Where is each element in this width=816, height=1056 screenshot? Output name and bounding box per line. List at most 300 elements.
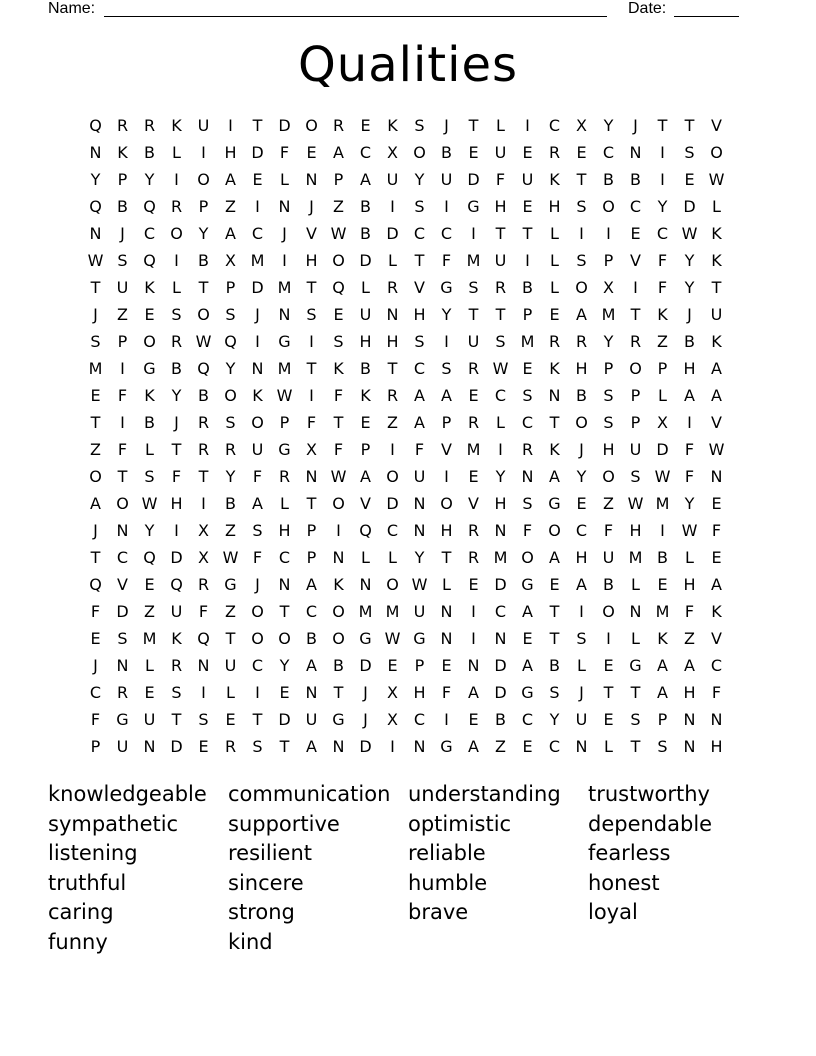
grid-letter: P (117, 332, 128, 351)
grid-letter: J (255, 305, 260, 324)
grid-letter: E (603, 710, 614, 729)
grid-letter: X (198, 548, 209, 567)
grid-letter: S (306, 305, 317, 324)
grid-letter: L (361, 548, 370, 567)
grid-letter: I (282, 251, 287, 270)
grid-letter: Y (144, 170, 155, 189)
grid-letter: M (88, 359, 103, 378)
grid-letter: I (633, 278, 638, 297)
grid-letter: Q (143, 197, 156, 216)
grid-letter: L (226, 683, 235, 702)
grid-row (82, 382, 752, 409)
grid-letter: B (198, 386, 209, 405)
grid-letter: S (468, 278, 479, 297)
grid-letter: P (603, 251, 614, 270)
grid-letter: S (414, 332, 425, 351)
grid-letter: F (252, 467, 263, 486)
grid-row (82, 679, 752, 706)
word-list-item: brave (408, 900, 469, 925)
grid-letter: O (116, 494, 129, 513)
grid-letter: F (522, 521, 533, 540)
grid-letter: U (494, 251, 507, 270)
grid-letter: I (606, 224, 611, 243)
word-list-item: communication (228, 782, 391, 806)
grid-letter: C (359, 143, 372, 162)
grid-letter: Y (549, 710, 560, 729)
grid-letter: S (252, 521, 263, 540)
grid-letter: U (359, 305, 372, 324)
grid-letter: E (90, 386, 101, 405)
grid-letter: S (171, 683, 182, 702)
grid-letter: F (684, 467, 695, 486)
grid-letter: C (143, 224, 156, 243)
grid-letter: I (336, 521, 341, 540)
grid-letter: B (144, 143, 155, 162)
grid-letter: E (468, 575, 479, 594)
grid-letter: O (251, 602, 264, 621)
grid-row (82, 112, 752, 139)
grid-letter: T (387, 359, 398, 378)
grid-letter: S (630, 710, 641, 729)
grid-letter: O (197, 305, 210, 324)
grid-letter: U (521, 170, 534, 189)
grid-letter: N (683, 737, 696, 756)
grid-letter: H (602, 440, 615, 459)
grid-letter: F (684, 602, 695, 621)
grid-letter: E (576, 494, 587, 513)
grid-letter: R (197, 575, 210, 594)
grid-letter: U (440, 170, 453, 189)
grid-letter: E (333, 305, 344, 324)
grid-letter: T (306, 494, 317, 513)
grid-letter: N (494, 521, 507, 540)
grid-letter: I (255, 197, 260, 216)
grid-letter: D (494, 575, 507, 594)
grid-letter: A (306, 656, 317, 675)
grid-letter: O (89, 467, 102, 486)
grid-letter: F (684, 440, 695, 459)
grid-letter: M (466, 251, 481, 270)
grid-letter: V (711, 629, 722, 648)
grid-letter: J (687, 305, 692, 324)
grid-letter: F (117, 440, 128, 459)
grid-letter: U (305, 710, 318, 729)
grid-letter: B (117, 197, 128, 216)
grid-letter: Y (414, 548, 425, 567)
grid-letter: L (604, 737, 613, 756)
grid-letter: N (413, 494, 426, 513)
grid-letter: O (332, 602, 345, 621)
word-list-item: truthful (48, 870, 127, 895)
grid-letter: E (252, 170, 263, 189)
grid-letter: Z (225, 602, 236, 621)
grid-letter: B (198, 251, 209, 270)
grid-letter: H (710, 737, 723, 756)
grid-letter: N (116, 656, 129, 675)
grid-row (82, 220, 752, 247)
grid-letter: P (657, 359, 668, 378)
grid-letter: T (306, 359, 317, 378)
grid-letter: H (548, 197, 561, 216)
grid-letter: N (89, 224, 102, 243)
grid-letter: A (468, 683, 479, 702)
grid-letter: J (363, 710, 368, 729)
grid-letter: F (333, 440, 344, 459)
grid-letter: C (494, 386, 507, 405)
grid-letter: Y (225, 359, 236, 378)
grid-letter: G (629, 656, 642, 675)
grid-letter: W (330, 467, 347, 486)
grid-letter: F (603, 521, 614, 540)
grid-letter: Z (225, 197, 236, 216)
grid-letter: K (711, 224, 722, 243)
grid-letter: N (251, 359, 264, 378)
grid-letter: P (630, 386, 641, 405)
grid-letter: L (550, 224, 559, 243)
grid-letter: W (681, 224, 698, 243)
grid-letter: B (144, 413, 155, 432)
grid-row (82, 274, 752, 301)
grid-letter: T (630, 737, 641, 756)
grid-letter: N (629, 602, 642, 621)
grid-letter: N (278, 575, 291, 594)
grid-letter: P (117, 170, 128, 189)
grid-letter: W (330, 224, 347, 243)
grid-letter: F (171, 467, 182, 486)
letter-grid (82, 112, 752, 760)
grid-letter: B (171, 359, 182, 378)
grid-letter: I (498, 440, 503, 459)
grid-letter: O (332, 629, 345, 648)
grid-letter: T (279, 602, 290, 621)
grid-letter: O (602, 467, 615, 486)
grid-letter: C (521, 413, 534, 432)
grid-letter: M (655, 602, 670, 621)
grid-letter: C (629, 197, 642, 216)
grid-letter: T (711, 278, 722, 297)
grid-letter: R (494, 278, 507, 297)
grid-letter: D (251, 143, 264, 162)
grid-letter: R (116, 116, 129, 135)
grid-letter: P (198, 197, 209, 216)
grid-letter: K (387, 116, 398, 135)
grid-letter: Q (197, 359, 210, 378)
grid-row (82, 490, 752, 517)
grid-letter: D (278, 710, 291, 729)
grid-letter: E (144, 683, 155, 702)
grid-letter: U (602, 548, 615, 567)
grid-letter: A (468, 737, 479, 756)
grid-letter: I (120, 413, 125, 432)
grid-row (82, 598, 752, 625)
grid-letter: R (467, 359, 480, 378)
word-list-item: understanding (408, 782, 561, 806)
grid-letter: C (413, 710, 426, 729)
grid-letter: T (198, 467, 209, 486)
grid-letter: L (280, 494, 289, 513)
grid-letter: E (522, 737, 533, 756)
grid-letter: S (684, 143, 695, 162)
grid-letter: S (144, 467, 155, 486)
grid-letter: T (333, 683, 344, 702)
grid-letter: N (332, 548, 345, 567)
grid-letter: N (548, 386, 561, 405)
grid-letter: H (683, 575, 696, 594)
grid-letter: T (198, 278, 209, 297)
grid-letter: A (711, 575, 722, 594)
grid-letter: F (90, 710, 101, 729)
grid-letter: J (579, 440, 584, 459)
grid-letter: E (387, 656, 398, 675)
grid-letter: D (359, 737, 372, 756)
grid-letter: C (521, 710, 534, 729)
grid-letter: T (576, 170, 587, 189)
grid-letter: G (359, 629, 372, 648)
grid-letter: H (305, 251, 318, 270)
grid-letter: C (278, 548, 291, 567)
grid-letter: D (170, 548, 183, 567)
grid-letter: O (197, 170, 210, 189)
grid-letter: R (143, 116, 156, 135)
header (48, 0, 748, 20)
grid-letter: E (711, 494, 722, 513)
word-list-item: strong (228, 900, 295, 925)
grid-letter: E (522, 143, 533, 162)
grid-letter: T (279, 737, 290, 756)
grid-letter: I (444, 467, 449, 486)
grid-letter: A (576, 575, 587, 594)
grid-letter: Q (143, 548, 156, 567)
grid-letter: Q (89, 197, 102, 216)
grid-letter: R (116, 683, 129, 702)
grid-letter: F (441, 251, 452, 270)
grid-letter: L (577, 656, 586, 675)
grid-letter: W (654, 467, 671, 486)
grid-letter: N (359, 575, 372, 594)
grid-letter: M (601, 305, 616, 324)
grid-row (82, 463, 752, 490)
grid-letter: R (170, 332, 183, 351)
grid-letter: I (471, 224, 476, 243)
grid-row (82, 517, 752, 544)
grid-letter: S (603, 386, 614, 405)
word-list-item: knowledgeable (48, 782, 207, 806)
grid-letter: P (225, 278, 236, 297)
grid-letter: Z (144, 602, 155, 621)
grid-row (82, 436, 752, 463)
grid-letter: N (467, 656, 480, 675)
grid-letter: I (228, 116, 233, 135)
grid-letter: A (225, 170, 236, 189)
grid-letter: C (251, 224, 264, 243)
grid-letter: R (386, 278, 399, 297)
grid-letter: H (224, 143, 237, 162)
grid-letter: O (386, 467, 399, 486)
grid-letter: L (172, 278, 181, 297)
grid-letter: L (280, 170, 289, 189)
grid-letter: I (201, 143, 206, 162)
grid-letter: Z (117, 305, 128, 324)
grid-letter: T (225, 629, 236, 648)
grid-letter: T (117, 467, 128, 486)
grid-letter: N (89, 143, 102, 162)
grid-letter: W (384, 629, 401, 648)
grid-letter: D (386, 224, 399, 243)
grid-letter: P (441, 413, 452, 432)
grid-letter: E (549, 575, 560, 594)
grid-letter: U (197, 116, 210, 135)
grid-letter: J (93, 305, 98, 324)
grid-letter: Z (387, 413, 398, 432)
grid-letter: C (548, 737, 561, 756)
grid-letter: U (629, 440, 642, 459)
grid-letter: M (277, 278, 292, 297)
grid-letter: I (255, 332, 260, 351)
word-list-item: caring (48, 900, 114, 925)
grid-letter: O (332, 251, 345, 270)
grid-letter: V (468, 494, 479, 513)
grid-letter: D (494, 683, 507, 702)
word-list-item: optimistic (408, 811, 512, 836)
grid-letter: D (359, 251, 372, 270)
grid-letter: K (549, 440, 560, 459)
grid-letter: Y (603, 332, 614, 351)
grid-letter: W (276, 386, 293, 405)
grid-letter: O (278, 629, 291, 648)
grid-letter: L (496, 413, 505, 432)
grid-letter: M (493, 548, 508, 567)
grid-letter: J (444, 116, 449, 135)
grid-letter: N (116, 521, 129, 540)
word-list-item: humble (408, 870, 488, 895)
grid-letter: D (467, 170, 480, 189)
grid-letter: R (467, 548, 480, 567)
grid-letter: V (360, 494, 371, 513)
grid-letter: V (441, 440, 452, 459)
grid-letter: O (575, 278, 588, 297)
grid-letter: M (385, 602, 400, 621)
grid-letter: C (656, 224, 669, 243)
grid-letter: F (711, 521, 722, 540)
grid-letter: M (466, 440, 481, 459)
grid-letter: G (548, 494, 561, 513)
grid-letter: S (657, 737, 668, 756)
grid-letter: V (630, 251, 641, 270)
grid-letter: G (332, 710, 345, 729)
word-list-item: sincere (228, 870, 304, 895)
grid-letter: R (170, 197, 183, 216)
word-list-item: supportive (228, 811, 340, 836)
grid-letter: L (145, 440, 154, 459)
grid-letter: B (684, 332, 695, 351)
grid-letter: L (685, 548, 694, 567)
grid-letter: Q (224, 332, 237, 351)
grid-letter: G (467, 197, 480, 216)
grid-letter: L (172, 143, 181, 162)
grid-letter: T (684, 116, 695, 135)
grid-letter: U (467, 332, 480, 351)
grid-letter: Y (684, 251, 695, 270)
grid-letter: C (413, 359, 426, 378)
grid-letter: A (333, 143, 344, 162)
grid-letter: E (522, 629, 533, 648)
grid-letter: N (278, 305, 291, 324)
grid-letter: M (358, 602, 373, 621)
grid-letter: U (251, 440, 264, 459)
grid-letter: D (251, 278, 264, 297)
grid-letter: T (90, 278, 101, 297)
grid-letter: N (305, 683, 318, 702)
grid-letter: X (387, 143, 398, 162)
grid-letter: A (684, 386, 695, 405)
word-list-item: reliable (408, 841, 486, 866)
grid-letter: N (143, 737, 156, 756)
grid-letter: D (386, 494, 399, 513)
grid-letter: H (386, 332, 399, 351)
grid-letter: A (414, 386, 425, 405)
grid-letter: R (224, 737, 237, 756)
grid-letter: I (309, 386, 314, 405)
grid-letter: N (386, 305, 399, 324)
grid-letter: Q (332, 278, 345, 297)
grid-letter: N (440, 602, 453, 621)
grid-letter: K (144, 386, 155, 405)
grid-letter: Y (657, 197, 668, 216)
grid-row (82, 166, 752, 193)
word-list-item: fearless (588, 841, 671, 866)
grid-letter: I (471, 602, 476, 621)
grid-letter: O (386, 575, 399, 594)
grid-letter: P (306, 521, 317, 540)
grid-letter: U (575, 710, 588, 729)
grid-letter: P (306, 548, 317, 567)
grid-letter: J (282, 224, 287, 243)
grid-letter: R (629, 332, 642, 351)
grid-letter: E (603, 656, 614, 675)
grid-row (82, 409, 752, 436)
grid-letter: G (224, 575, 237, 594)
grid-letter: M (628, 548, 643, 567)
grid-letter: Z (225, 521, 236, 540)
grid-letter: N (305, 170, 318, 189)
grid-letter: A (549, 548, 560, 567)
grid-letter: F (252, 548, 263, 567)
grid-letter: O (170, 224, 183, 243)
grid-letter: A (684, 656, 695, 675)
grid-letter: J (309, 197, 314, 216)
date-field[interactable] (674, 16, 739, 17)
grid-letter: F (117, 386, 128, 405)
grid-letter: O (521, 548, 534, 567)
grid-letter: P (90, 737, 101, 756)
grid-letter: P (630, 413, 641, 432)
grid-letter: Q (89, 116, 102, 135)
grid-letter: O (305, 116, 318, 135)
name-field[interactable] (104, 16, 607, 17)
grid-letter: Y (495, 467, 506, 486)
grid-letter: A (360, 170, 371, 189)
grid-letter: B (549, 656, 560, 675)
grid-row (82, 139, 752, 166)
grid-letter: U (224, 656, 237, 675)
date-label: Date: (628, 0, 667, 17)
grid-letter: H (683, 359, 696, 378)
grid-letter: O (143, 332, 156, 351)
grid-letter: K (657, 629, 668, 648)
grid-letter: B (495, 710, 506, 729)
grid-letter: L (361, 278, 370, 297)
grid-letter: E (360, 413, 371, 432)
